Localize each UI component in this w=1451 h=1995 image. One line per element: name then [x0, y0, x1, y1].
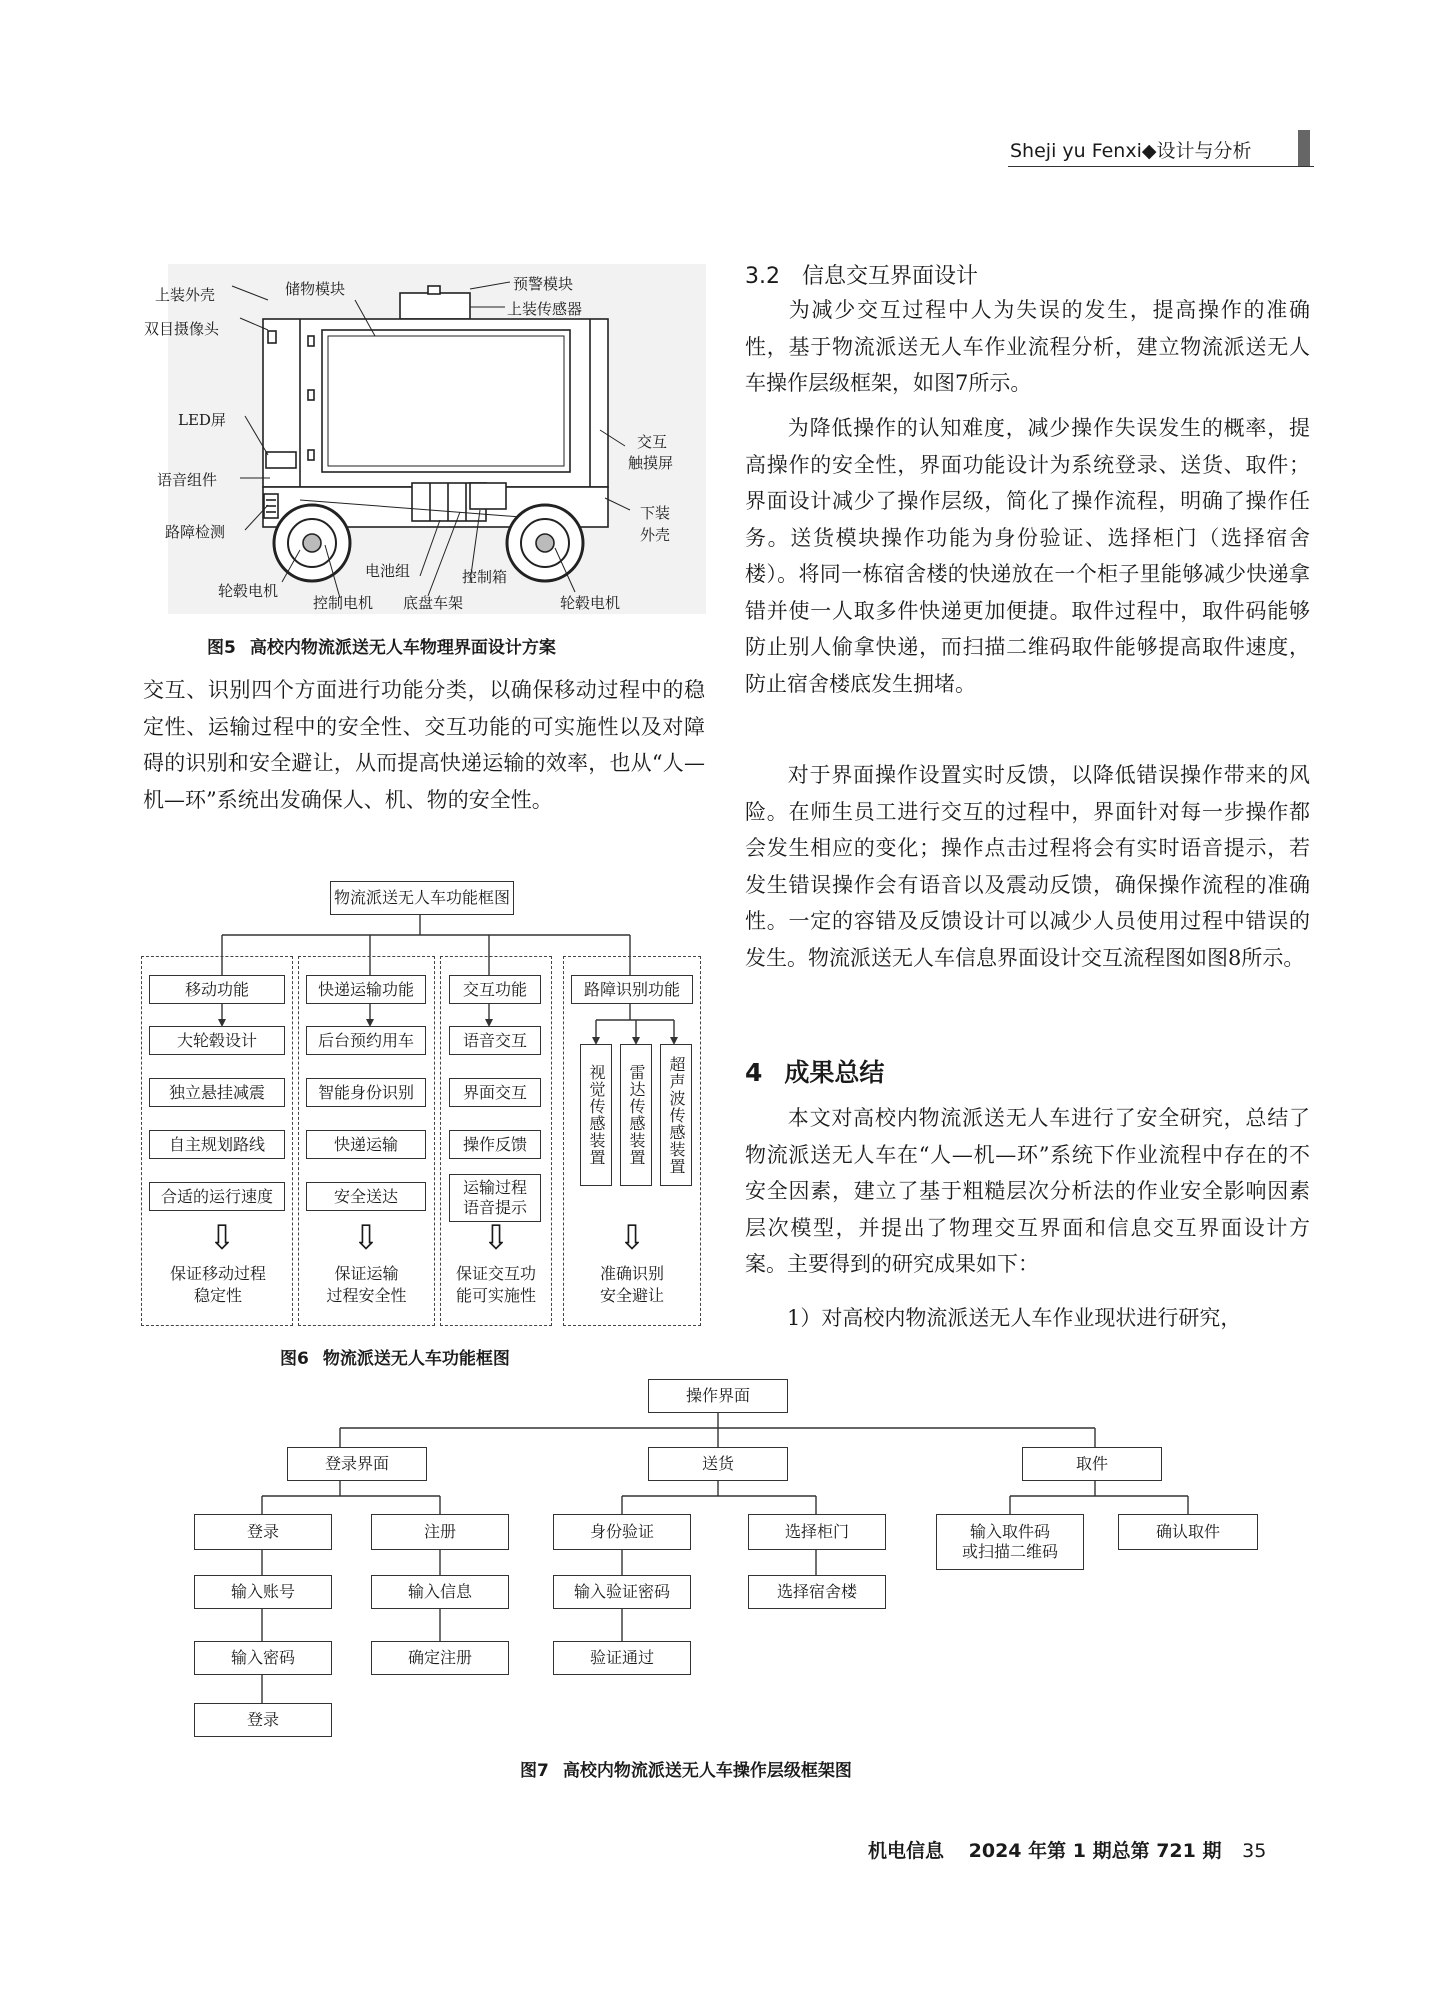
fig6-caption-num: 图6 [280, 1349, 309, 1369]
fig5-label-voice: 语音组件 [157, 471, 218, 489]
fig7-input-info: 输入信息 [371, 1575, 509, 1609]
fig7-input-account: 输入账号 [194, 1575, 332, 1609]
fig6-col4-head: 路障识别功能 [571, 975, 693, 1004]
fig5-label-control-motor: 控制电机 [313, 594, 374, 612]
section-4-text: 成果总结 [784, 1058, 885, 1087]
fig7-login-final: 登录 [194, 1703, 332, 1737]
section-3-2-text: 信息交互界面设计 [802, 264, 979, 289]
page-number: 35 [1242, 1840, 1267, 1862]
fig6-col2-head: 快递运输功能 [306, 975, 426, 1004]
fig5-label-chassis: 底盘车架 [403, 594, 464, 612]
fig7-verify-pass: 验证通过 [553, 1641, 691, 1675]
fig6-caption-text: 物流派送无人车功能框图 [322, 1349, 510, 1369]
fig7-pickup: 取件 [1022, 1447, 1162, 1481]
footer-journal: 机电信息 [868, 1840, 945, 1862]
fig6-col2-item: 安全送达 [306, 1182, 426, 1211]
down-arrow-icon: ⇩ [617, 1218, 647, 1258]
diamond-icon: ◆ [1141, 140, 1157, 162]
fig5-label-battery: 电池组 [365, 562, 411, 580]
journal-pinyin: Sheji yu Fenxi [1010, 140, 1142, 162]
fig7-pick-code-line1: 输入取件码 [969, 1522, 1050, 1541]
fig5-label-control-box: 控制箱 [462, 568, 508, 586]
fig6-col3-head: 交互功能 [449, 975, 541, 1004]
fig7-caption [520, 1756, 852, 1781]
down-arrow-icon: ⇩ [207, 1218, 237, 1258]
fig6-col1-result-1: 保证移动过程 [169, 1264, 266, 1283]
fig5-label-stereo-camera: 双目摄像头 [144, 320, 220, 338]
fig7-pick-code-line2: 或扫描二维码 [961, 1542, 1058, 1561]
fig6-col2-item: 智能身份识别 [306, 1078, 426, 1107]
fig6-col3-item4-line2: 语音提示 [462, 1198, 527, 1217]
fig7-select-dorm: 选择宿舍楼 [748, 1575, 886, 1609]
fig7-login-section: 登录界面 [287, 1447, 427, 1481]
section-4-number: 4 [745, 1058, 763, 1087]
fig7-select-door: 选择柜门 [748, 1514, 886, 1550]
fig6-col3-item: 语音交互 [449, 1026, 541, 1055]
fig7-root: 操作界面 [648, 1379, 788, 1413]
fig5-label-warning: 预警模块 [513, 275, 574, 293]
fig6-col3-result-2: 能可实施性 [455, 1286, 536, 1305]
down-arrow-icon: ⇩ [351, 1218, 381, 1258]
fig5-label-lower-1: 下装 [640, 504, 671, 522]
fig7-register: 注册 [371, 1514, 509, 1550]
fig6-col1-item: 独立悬挂减震 [149, 1078, 285, 1107]
fig7-pick-code [936, 1514, 1084, 1570]
fig6-col3-result-1: 保证交互功 [455, 1264, 536, 1283]
fig6-col3-item: 界面交互 [449, 1078, 541, 1107]
fig6-col1-item: 自主规划路线 [149, 1130, 285, 1159]
fig6-col2-result-2: 过程安全性 [326, 1286, 407, 1305]
fig6-root: 物流派送无人车功能框图 [330, 881, 514, 915]
fig7-input-pwd: 输入密码 [194, 1641, 332, 1675]
fig6-col1-head: 移动功能 [149, 975, 285, 1004]
fig6-col1-result-2: 稳定性 [193, 1286, 242, 1305]
fig7-confirm-pick: 确认取件 [1118, 1514, 1258, 1550]
fig7-input-verify-pwd: 输入验证密码 [553, 1575, 691, 1609]
fig7-caption-num: 图7 [520, 1761, 549, 1781]
fig6-col2-item: 快递运输 [306, 1130, 426, 1159]
fig5-label-touch-1: 交互 [637, 433, 668, 451]
section-3-2-number: 3.2 [745, 264, 780, 289]
fig5-label-led: LED屏 [178, 411, 226, 429]
fig6-sensor-ultrasonic-text: 超声波传感装置 [667, 1055, 686, 1175]
paragraph-3-text: 对于界面操作设置实时反馈，以降低错误操作带来的风险。在师生员工进行交互的过程中，界面针对每一步操作都会发生相应的变化；操作点击过程将会有实时语音提示，若发生错误操作会有语音以及震动反馈，确保操作流程的准确性。一定的容错及反馈设计可以减少人员使用过程中错误的发生。物流派送无人车信息界面设计交互流程图如图8所示。 [745, 763, 1310, 970]
fig7-caption-text: 高校内物流派送无人车操作层级框架图 [562, 1761, 852, 1781]
fig6-col2-item: 后台预约用车 [306, 1026, 426, 1055]
fig5-caption-num: 图5 [207, 638, 236, 658]
fig5-label-top-shell: 上装外壳 [155, 286, 216, 304]
fig5-label-hub-motor-left: 轮毂电机 [218, 582, 279, 600]
fig7-login: 登录 [194, 1514, 332, 1550]
paragraph-2-text: 为降低操作的认知难度，减少操作失误发生的概率，提高操作的安全性，界面功能设计为系统登录、送货、取件；界面设计减少了操作层级，简化了操作流程，明确了操作任务。送货模块操作功能为身份验证、选择柜门（选择宿舍楼）。将同一栋宿舍楼的快递放在一个柜子里能够减少快递拿错并使一人取多件快递更加便捷。取件过程中，取件码能够防止别人偷拿快递，而扫描二维码取件能够提高取件速度，防止宿舍楼底发生拥堵。 [745, 416, 1310, 696]
fig7-verify: 身份验证 [553, 1514, 691, 1550]
fig6-col3-item: 操作反馈 [449, 1130, 541, 1159]
fig6-sensor-radar-text: 雷达传感装置 [627, 1064, 646, 1166]
fig6-col4-result-1: 准确识别 [599, 1264, 664, 1283]
fig5-label-storage: 储物模块 [285, 280, 346, 298]
fig6-col2-result-1: 保证运输 [334, 1264, 399, 1283]
fig5-label-lower-2: 外壳 [640, 526, 671, 544]
fig5-caption-text: 高校内物流派送无人车物理界面设计方案 [249, 638, 556, 658]
left-paragraph: 交互、识别四个方面进行功能分类，以确保移动过程中的稳定性、运输过程中的安全性、交互功能的可实施性以及对障碍的识别和安全避让，从而提高快递运输的效率，也从“人—机—环”系统出发确保人、机、物的安全性。 [143, 678, 705, 812]
paragraph-5-text: 1）对高校内物流派送无人车作业现状进行研究， [787, 1306, 1242, 1330]
footer-issue: 2024 年第 1 期总第 721 期 [968, 1840, 1222, 1862]
down-arrow-icon: ⇩ [481, 1218, 511, 1258]
fig6-col1-item: 合适的运行速度 [149, 1182, 285, 1211]
fig6-col4-result-2: 安全避让 [599, 1286, 664, 1305]
fig5-label-hub-motor-right: 轮毂电机 [560, 594, 621, 612]
fig6-col3-item4-line1: 运输过程 [462, 1178, 527, 1197]
paragraph-1-text: 为减少交互过程中人为失误的发生，提高操作的准确性，基于物流派送无人车作业流程分析，建立物流派送无人车操作层级框架，如图7所示。 [745, 298, 1310, 395]
fig7-delivery: 送货 [648, 1447, 788, 1481]
fig6-sensor-visual-text: 视觉传感装置 [587, 1064, 606, 1166]
fig5-label-top-sensor: 上装传感器 [507, 300, 583, 318]
section-name: 设计与分析 [1156, 140, 1252, 162]
fig5-label-touch-2: 触摸屏 [628, 454, 674, 472]
paragraph-4-text: 本文对高校内物流派送无人车进行了安全研究，总结了物流派送无人车在“人—机—环”系统下作业流程中存在的不安全因素，建立了基于粗糙层次分析法的作业安全影响因素层次模型，并提出了物理交互界面和信息交互界面设计方案。主要得到的研究成果如下： [745, 1106, 1310, 1276]
fig5-label-obstacle: 路障检测 [165, 523, 226, 541]
page-footer [868, 1836, 1266, 1863]
fig7-confirm-register: 确定注册 [371, 1641, 509, 1675]
fig6-col1-item: 大轮毂设计 [149, 1026, 285, 1055]
